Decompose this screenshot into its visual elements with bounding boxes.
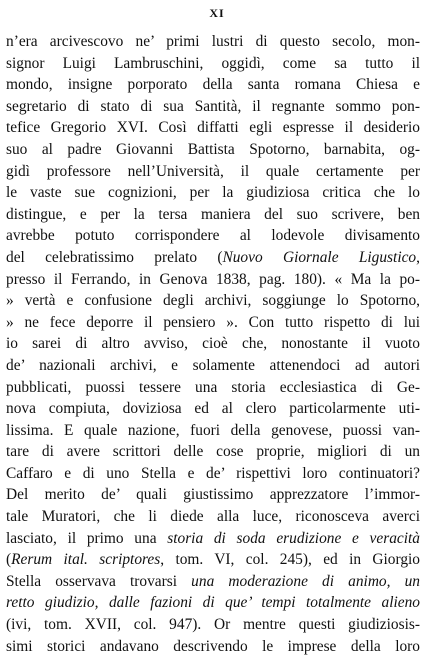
text-run: nova compiuta, doviziosa ed al clero particolarmente uti- xyxy=(6,400,420,418)
text-line xyxy=(6,398,420,420)
italic-text: retto giudizio, dalle fazioni di que’ tempi totalmente alieno xyxy=(6,594,420,612)
italic-text: Rerum ital. scriptores xyxy=(11,551,161,569)
text-line xyxy=(6,420,420,442)
text-run: lissima. E quale nazione, fuori della genovese, puossi van- xyxy=(6,421,420,439)
text-line xyxy=(6,31,420,53)
text-line xyxy=(6,96,420,118)
italic-text: storia di soda erudizione e veracità xyxy=(167,529,420,547)
text-line xyxy=(6,377,420,399)
text-line xyxy=(6,247,420,269)
text-run: pubblicati, puossi tessere una storia ecclesiastica di Ge- xyxy=(6,378,420,396)
text-line xyxy=(6,161,420,183)
italic-text: Nuovo Giornale Ligustico xyxy=(222,248,417,266)
text-line xyxy=(6,571,420,593)
text-line xyxy=(6,182,420,204)
text-run: , tom. VI, col. 245), ed in Giorgio xyxy=(160,551,420,569)
text-run: » ne fece deporre il pensiero ». Con tutto rispetto di lui xyxy=(6,313,420,331)
text-run: le vaste sue cognizioni, per la giudiziosa critica che lo xyxy=(6,184,420,202)
text-run: Stella osservava trovarsi xyxy=(6,572,192,590)
text-line xyxy=(6,549,420,571)
text-line xyxy=(6,441,420,463)
text-run: distingue, e per la tersa maniera del suo scrivere, ben xyxy=(6,205,420,223)
text-run: tale Muratori, che li diede alla luce, riconosceva averci xyxy=(6,508,420,526)
text-run: Del merito de’ quali giustissimo apprezzatore l’immor- xyxy=(6,486,420,504)
text-run: de’ nazionali archivi, e solamente attenendoci ad autori xyxy=(6,356,420,374)
text-run: del celebratissimo prelato ( xyxy=(6,248,223,266)
text-line xyxy=(6,463,420,485)
text-line xyxy=(6,117,420,139)
text-line xyxy=(6,139,420,161)
text-line xyxy=(6,269,420,291)
text-run: io sarei di altro avviso, cioè che, nonostante il vuoto xyxy=(6,335,420,353)
text-run: simi storici andavano descrivendo le imprese della loro xyxy=(6,637,420,655)
text-run: segretario di stato di sua Santità, il regnante sommo pon- xyxy=(6,97,420,115)
text-line xyxy=(6,355,420,377)
text-line xyxy=(6,53,420,75)
text-run: avrebbe potuto corrispondere al lodevole divisamento xyxy=(6,227,420,245)
text-line xyxy=(6,528,420,550)
text-run: signor Luigi Lambruschini, oggidì, come sa tutto il xyxy=(6,54,420,72)
text-line xyxy=(6,592,420,614)
page-number: XI xyxy=(209,6,225,20)
text-line xyxy=(6,614,420,636)
text-run: tare di avere scrittori delle cose proprie, migliori di un xyxy=(6,443,420,461)
text-line xyxy=(6,225,420,247)
text-line xyxy=(6,74,420,96)
text-line xyxy=(6,290,420,312)
italic-text: una moderazione di animo, un xyxy=(191,572,420,590)
text-line xyxy=(6,506,420,528)
text-run: » vertà e confusione degli archivi, soggiunge lo Spotorno, xyxy=(6,292,420,310)
text-run: presso il Ferrando, in Genova 1838, pag. 180). « Ma la po- xyxy=(6,270,420,288)
text-run: , xyxy=(416,248,420,266)
text-run: mondo, insigne porporato della santa romana Chiesa e xyxy=(6,76,420,94)
text-line xyxy=(6,312,420,334)
text-run: lasciato, il primo una xyxy=(6,529,168,547)
text-line xyxy=(6,636,420,658)
text-line xyxy=(6,484,420,506)
text-run: (ivi, tom. XVII, col. 947). Or mentre questi giudiziosis- xyxy=(6,616,420,634)
text-run: suo al padre Giovanni Battista Spotorno, barnabita, og- xyxy=(6,140,420,158)
body-text xyxy=(6,31,420,657)
text-line xyxy=(6,333,420,355)
text-run: gidì professore nell’Università, il quale certamente per xyxy=(6,162,420,180)
text-run: ( xyxy=(6,551,12,569)
text-run: tefice Gregorio XVI. Così diffatti egli espresse il desiderio xyxy=(6,119,420,137)
text-run: Caffaro e di uno Stella e de’ rispettivi loro continuatori? xyxy=(6,464,420,482)
text-run: n’era arcivescovo ne’ primi lustri di questo secolo, mon- xyxy=(6,33,420,50)
text-line xyxy=(6,204,420,226)
